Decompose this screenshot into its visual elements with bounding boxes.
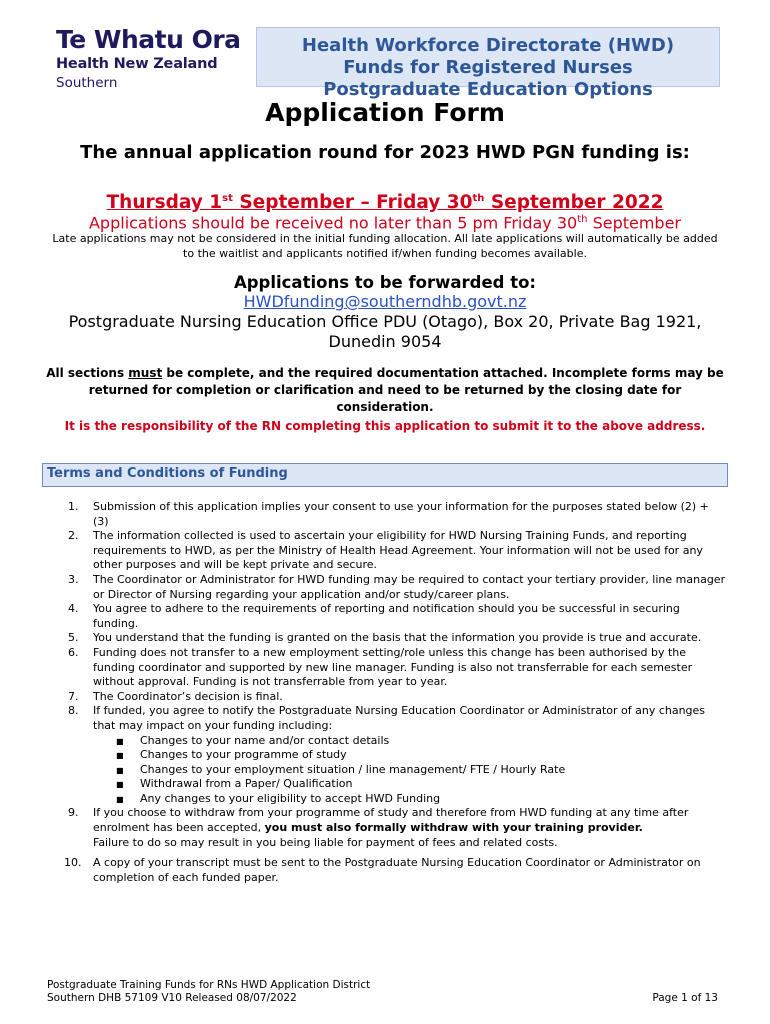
item-bold-text: you must also formally withdraw with your training provider.: [264, 821, 643, 835]
sections-part-a: All sections: [46, 366, 129, 380]
item-text: You understand that the funding is granted on the basis that the information you provide is true and accurate.: [93, 631, 702, 645]
annual-round-heading: The annual application round for 2023 HWD PGN funding is:: [80, 142, 690, 163]
item-text: The Coordinator or Administrator for HWD funding may be required to contact your tertiary provider, line manager or Director of Nursing regarding your application and/or study/career plans.: [93, 572, 726, 601]
footer-line-1: Postgraduate Training Funds for RNs HWD Application District: [47, 979, 371, 991]
item-text: Submission of this application implies your consent to use your information for the purposes stated below (2) + (3): [93, 500, 709, 528]
item-number: 6.: [68, 645, 79, 659]
header-box: [256, 27, 720, 100]
list-item: [46, 529, 726, 573]
bullet-icon: ■: [116, 780, 124, 790]
header-line-3: Postgraduate Education Options: [323, 79, 653, 100]
dates-sup-b: th: [472, 193, 485, 204]
sub-item-text: Any changes to your eligibility to accept HWD Funding: [140, 791, 441, 805]
sub-list-item: [93, 777, 726, 792]
sub-item-text: Changes to your employment situation / line management/ FTE / Hourly Rate: [140, 762, 566, 776]
sub-item-text: Withdrawal from a Paper/ Qualification: [140, 777, 353, 791]
deadline-part-b: September: [587, 213, 682, 233]
item-text: Funding does not transfer to a new employment setting/role unless this change has been authorised by the funding coordinator and supported by new line manager. Funding is also not transferrable for each semester without approval. Funding is not transferrable from year to year.: [93, 645, 693, 689]
item-text: The information collected is used to ascertain your eligibility for HWD Nursing Training Funds, and reporting requirements to HWD, as per the Ministry of Health Head Agreement. Your information will not be used for any other purposes and will be kept private and secure.: [93, 529, 703, 572]
bullet-icon: ■: [116, 765, 124, 775]
item-number: 8.: [68, 704, 79, 718]
page-number: Page 1 of 13: [652, 992, 718, 1004]
sub-list-item: [93, 734, 726, 749]
list-item: [46, 602, 726, 631]
item-text: The Coordinator’s decision is final.: [93, 689, 283, 703]
sub-item-text: Changes to your name and/or contact details: [140, 733, 390, 747]
conditions-list: [46, 500, 726, 885]
footer-document-info: [47, 979, 370, 1005]
sections-notice: [40, 365, 730, 416]
email-link[interactable]: HWDfunding@southerndhb.govt.nz: [243, 292, 527, 311]
item-text: If you choose to withdraw from your programme of study and therefore from HWD funding at any time after enrolment has been accepted,: [93, 806, 689, 835]
item-number: 7.: [68, 689, 79, 703]
item-text: If funded, you agree to notify the Postgraduate Nursing Education Coordinator or Administrator of any changes that may impact on your funding including:: [93, 704, 706, 732]
item-text: You agree to adhere to the requirements of reporting and notification should you be successful in securing funding.: [93, 602, 680, 630]
logo: [56, 26, 246, 92]
header-line-1: Health Workforce Directorate (HWD): [301, 35, 675, 56]
forward-heading: Applications to be forwarded to:: [233, 273, 537, 292]
terms-heading: Terms and Conditions of Funding: [47, 466, 288, 481]
responsibility-notice: It is the responsibility of the RN completing this application to submit it to the above address.: [64, 419, 706, 433]
postal-address: Postgraduate Nursing Education Office PDU (Otago), Box 20, Private Bag 1921, Dunedin 9054: [68, 312, 702, 351]
sections-part-b: be complete, and the required documentation attached. Incomplete forms may be returned for completion or clarification and need to be returned by the closing date for consideration.: [88, 366, 724, 414]
logo-title: Te Whatu Ora: [56, 25, 241, 54]
footer-line-2: Southern DHB 57109 V10 Released 08/07/2022: [47, 992, 297, 1004]
item-number: 3.: [68, 572, 79, 586]
item-number: 10.: [64, 856, 82, 870]
list-item: [46, 856, 726, 885]
sub-list-item: [93, 792, 726, 807]
dates-part-c: September 2022: [484, 192, 664, 214]
bullet-icon: ■: [116, 751, 124, 761]
list-item: [46, 646, 726, 690]
item-number: 9.: [68, 806, 79, 820]
changes-sublist: [93, 734, 726, 807]
list-item: [46, 806, 726, 850]
bullet-icon: ■: [116, 736, 124, 746]
item-text-after: Failure to do so may result in you being liable for payment of fees and related costs.: [93, 835, 558, 849]
item-text: A copy of your transcript must be sent to the Postgraduate Nursing Education Coordinator or Administrator on completion of each funded paper.: [93, 856, 701, 884]
bullet-icon: ■: [116, 794, 124, 804]
sub-item-text: Changes to your programme of study: [140, 748, 347, 762]
dates-part-a: Thursday 1: [106, 192, 223, 214]
sub-list-item: [93, 763, 726, 778]
list-item: [46, 704, 726, 806]
list-item: [46, 631, 726, 646]
list-item: [46, 500, 726, 529]
terms-heading-bar: [42, 463, 728, 487]
dates-part-b: September – Friday 30: [232, 192, 473, 214]
item-number: 5.: [68, 631, 79, 645]
logo-subtitle: Health New Zealand: [56, 56, 218, 72]
list-item: [46, 573, 726, 602]
sections-must: must: [128, 366, 163, 380]
list-item: [46, 690, 726, 705]
dates-sup-a: st: [222, 193, 233, 204]
late-applications-note: Late applications may not be considered in the initial funding allocation. All late applications will automatically be added to the waitlist and applicants notified if/when funding becomes available.: [52, 232, 718, 260]
deadline-sup: th: [577, 214, 588, 225]
item-number: 4.: [68, 602, 79, 616]
item-number: 2.: [68, 529, 79, 543]
item-number: 1.: [68, 500, 79, 513]
sub-list-item: [93, 748, 726, 763]
logo-region: Southern: [56, 75, 118, 91]
page-title: Application Form: [265, 98, 505, 127]
header-line-2: Funds for Registered Nurses: [343, 57, 633, 78]
deadline-part-a: Applications should be received no later than 5 pm Friday 30: [88, 213, 578, 233]
